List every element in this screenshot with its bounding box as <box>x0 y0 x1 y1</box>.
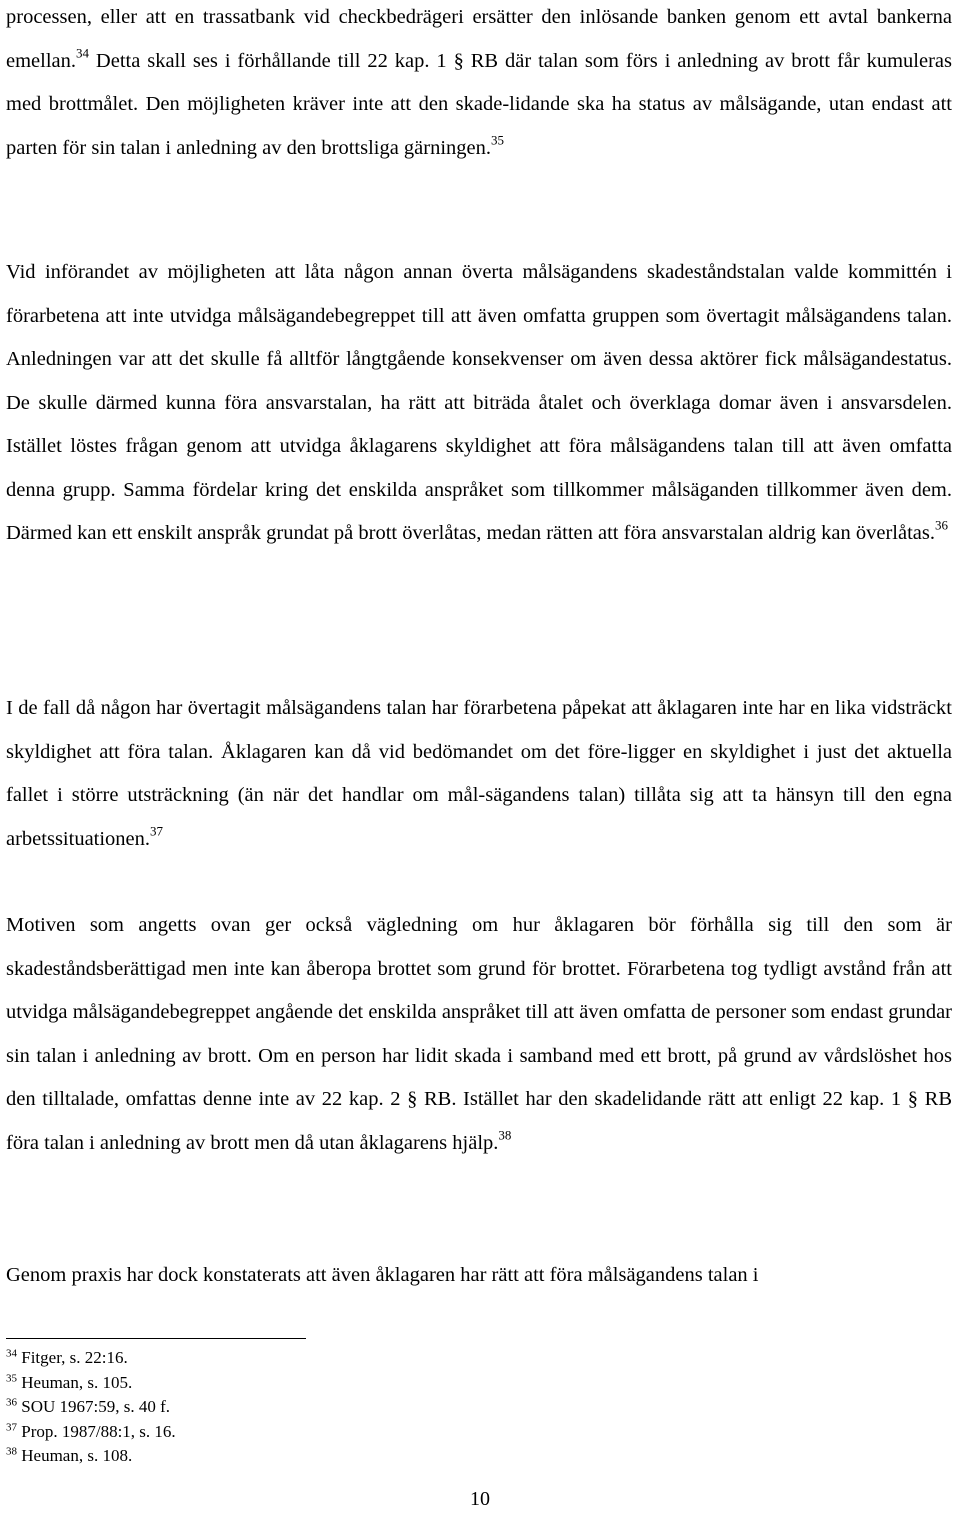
footnote-reference: 36 <box>935 517 948 533</box>
paragraph-text: Motiven som angetts ovan ger också vägledning om hur åklagaren bör förhålla sig till den som är skadeståndsberättigad men inte kan åberopa brottet som grund för brottet. Förarbetena tog tydligt avstånd från att utvidga målsägandebegreppet angående det enskilda anspråket till att även omfatta de personer som endast grundar sin talan i anledning av brott. Om en person har lidit skada i samband med ett brott, på grund av vårdslöshet hos den tilltalade, omfattas denne inte av 22 kap. 2 § RB. Istället har den skadelidande rätt att enligt 22 kap. 1 § RB föra talan i anledning av brott men då utan åklagarens hjälp. <box>6 914 952 1154</box>
paragraph-text: Genom praxis har dock konstaterats att även åklagaren har rätt att föra målsägandens talan i <box>6 1264 759 1286</box>
footnote: $^{37}$ Prop. 1987/88:1, s. 16. <box>6 1420 176 1441</box>
footnote: $^{35}$ Heuman, s. 105. <box>6 1371 133 1392</box>
footnote-reference: 34 <box>76 44 90 60</box>
paragraph-3 <box>6 687 952 861</box>
footnote: $^{38}$ Heuman, s. 108. <box>6 1445 133 1465</box>
paragraph-2 <box>6 251 952 556</box>
paragraph-text: Detta skall ses i förhållande till 22 kap. 1 § RB där talan som förs i anledning av brott får kumuleras med brottmålet. Den möjligheten kräver inte att den skade-lidande ska ha status av målsägande, utan endast att parten för sin talan i anledning av den brottsliga gärningen. <box>6 49 952 159</box>
paragraph-5 <box>6 1254 952 1298</box>
footnote-reference: 38 <box>498 1126 512 1142</box>
footnote-reference: 35 <box>491 131 505 147</box>
paragraph-text: I de fall då någon har övertagit målsägandens talan har förarbetena påpekat att åklagaren inte har en lika vidsträckt skyldighet att föra talan. Åklagaren kan då vid bedömandet om det före-ligger en skyldighet i just det aktuella fallet i större utsträckning (än när det handlar om mål-sägandens talan) tillåta sig att ta hänsyn till den egna arbetssituationen. <box>6 697 952 850</box>
paragraph-text: Vid införandet av möjligheten att låta någon annan överta målsägandens skadeståndstalan valde kommittén i förarbetena att inte utvidga målsägandebegreppet till att även omfatta gruppen som övertagit målsägandens talan. Anledningen var att det skulle få alltför långtgående konsekvenser om även dessa aktörer fick målsägandestatus. De skulle därmed kunna föra ansvarstalan, ha rätt att biträda åtalet och överklaga domar även i ansvarsdelen. Istället löstes frågan genom att utvidga åklagarens skyldighet att föra målsägandens talan till att även omfatta denna grupp. Samma fördelar kring det enskilda anspråket som tillkommer målsäganden tillkommer även dem. Därmed kan ett enskilt anspråk grundat på brott överlåtas, medan rätten att föra ansvarstalan aldrig kan överlåtas. <box>6 261 952 544</box>
paragraph-4 <box>6 904 952 1165</box>
footnote-reference: 37 <box>150 822 164 838</box>
page-number: 10 <box>470 1488 490 1510</box>
footnote: $^{34}$ Fitger, s. 22:16. <box>6 1347 128 1367</box>
footnote-separator <box>6 1338 306 1339</box>
paragraph-1 <box>6 0 952 170</box>
footnotes <box>6 1346 606 1469</box>
footnote: $^{36}$ SOU 1967:59, s. 40 f. <box>6 1396 171 1416</box>
paragraph-text: processen, eller att en trassatbank vid checkbedrägeri ersätter den inlösande banken genom ett avtal bankerna emellan. <box>6 6 952 72</box>
